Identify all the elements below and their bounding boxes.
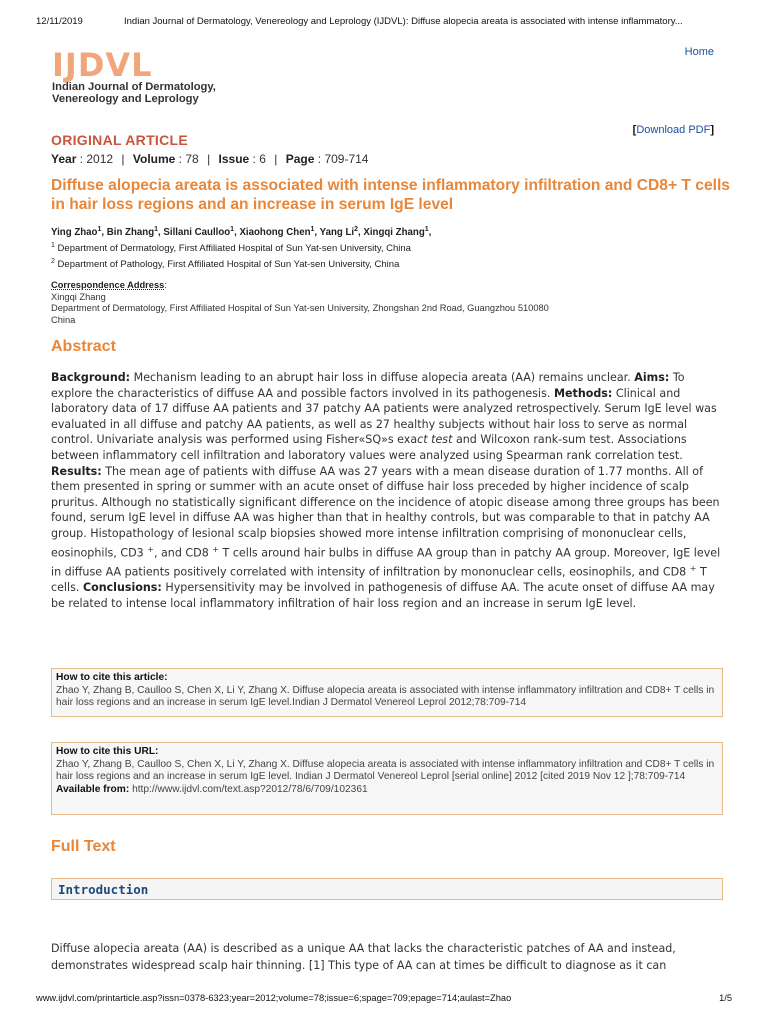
volume-label: Volume (132, 152, 176, 166)
cite-url-text: Zhao Y, Zhang B, Caulloo S, Chen X, Li Y, Zhang X. Diffuse alopecia areata is associated with intense inflammatory infiltration and CD8+ T cells in hair loss regions and an increase in serum IgE level. Indian J Dermatol Venereol Leprol [serial online] 2012 [cited 2019 Nov 12 ];78:709-714 (56, 758, 715, 782)
author-aff: 1 (97, 226, 102, 233)
affiliation-number: 2 (51, 258, 55, 265)
cite-url-label: How to cite this URL: (56, 746, 159, 757)
journal-logo[interactable] (52, 46, 262, 105)
correspondence-name: Xingqi Zhang (51, 291, 106, 302)
affiliation-number: 1 (51, 242, 55, 249)
article-meta: Year : 2012 | Volume : 78 | Issue : 6 | Page : 709-714 (51, 152, 369, 166)
download-pdf[interactable]: [Download PDF] (632, 124, 714, 136)
print-footer (36, 993, 732, 1003)
author-aff: 2 (354, 226, 358, 233)
methods-label: Methods: (553, 386, 613, 400)
article-type: ORIGINAL ARTICLE (51, 132, 189, 148)
article-title: Diffuse alopecia areata is associated with intense inflammatory infiltration and CD8+ T cells in hair loss regions and an increase in serum IgE level (51, 177, 730, 213)
methods-italic: ct test (417, 433, 453, 447)
article-url-link[interactable]: http://www.ijdvl.com/text.asp?2012/78/6/709/102361 (132, 783, 368, 795)
print-page-title: Indian Journal of Dermatology, Venereology and Leprology (IJDVL): Diffuse alopecia areata is associated with intense inflammatory... (124, 16, 683, 27)
background-label: Background: (51, 371, 131, 384)
author-aff: 1 (310, 226, 315, 233)
affiliation (51, 258, 399, 270)
background-text: Mechanism leading to an abrupt hair loss in diffuse alopecia areata (AA) remains unclear. (133, 371, 631, 384)
results-text: The mean age of patients with diffuse AA was 27 years with a mean disease duration of 1.77 months. All of them presented in spring or summer with an acute onset of diffuse hair loss preceded by higher incidence of scalp pruritus. Although no statistically significant difference on the incidence of atopic disease among three groups has been found, serum IgE level in diffuse AA was higher than that in healthy controls, but was comparable to that in patchy AA group. Histopathology of lesional scalp biopsies showed more intense infiltration comprising of mononuclear cells, eosinophils, CD3 (51, 464, 720, 560)
page-value: 709-714 (324, 152, 369, 166)
conclusions-text: Hypersensitivity may be involved in pathogenesis of diffuse AA. The acute onset of diffuse AA may be related to intense local inflammatory infiltration of hair loss region and an increase in serum IgE level. (51, 581, 715, 610)
issue-label: Issue (218, 152, 250, 166)
aims-label: Aims: (634, 371, 670, 384)
author-name[interactable]: Xingqi Zhang (363, 227, 425, 239)
affiliation (51, 242, 411, 254)
home-link[interactable]: Home (684, 46, 714, 58)
author-name[interactable]: Yang Li (319, 227, 355, 239)
logo-subtitle (52, 81, 262, 105)
correspondence-country: China (51, 314, 76, 325)
available-from-label: Available from: (56, 783, 130, 795)
logo-mark: IJDVL (52, 46, 153, 84)
results-text-2: , and CD8 (153, 546, 209, 560)
download-pdf-link[interactable]: Download PDF (636, 124, 711, 136)
affiliation-text: Department of Pathology, First Affiliated Hospital of Sun Yat-sen University, China (57, 259, 400, 271)
year-label: Year (51, 152, 77, 166)
page-label: Page (285, 152, 315, 166)
print-header (36, 16, 732, 27)
author-name[interactable]: Bin Zhang (106, 227, 155, 239)
results-label: Results: (51, 464, 102, 478)
author-aff: 1 (154, 226, 159, 233)
superscript-plus: + (212, 544, 219, 554)
volume-value: 78 (185, 152, 199, 166)
print-date: 12/11/2019 (36, 16, 83, 27)
author-list: Ying Zhao$^1$, Bin Zhang$^1$, Sillani Caulloo$^1$, Xiaohong Chen$^1$, Yang Li$^2$, Xingqi Zhang$^1$, (51, 226, 432, 239)
abstract-heading: Abstract (51, 338, 116, 355)
superscript-plus: + (689, 563, 697, 573)
correspondence-label: Correspondence Address (51, 280, 165, 290)
author-name[interactable]: Sillani Caulloo (163, 227, 231, 239)
abstract-body (51, 370, 723, 611)
logo-line-1: Indian Journal of Dermatology, (52, 81, 216, 93)
affiliation-text: Department of Dermatology, First Affiliated Hospital of Sun Yat-sen University, China (57, 243, 411, 255)
print-url: www.ijdvl.com/printarticle.asp?issn=0378-6323;year=2012;volume=78;issue=6;spage=709;epage=714;aulast=Zhao (36, 993, 512, 1003)
cite-article-label: How to cite this article: (56, 672, 168, 683)
author-name[interactable]: Ying Zhao (51, 227, 98, 239)
print-page-number: 1/5 (719, 993, 732, 1003)
author-name[interactable]: Xiaohong Chen (239, 227, 311, 239)
superscript-plus: + (147, 544, 154, 554)
results-text-4: T cells. (51, 565, 707, 595)
cite-article-text: Zhao Y, Zhang B, Caulloo S, Chen X, Li Y, Zhang X. Diffuse alopecia areata is associated with intense inflammatory infiltration and CD8+ T cells in hair loss regions and an increase in serum IgE level.Indian J Dermatol Venereol Leprol 2012;78:709-714 (56, 684, 715, 708)
correspondence-address: Department of Dermatology, First Affiliated Hospital of Sun Yat-sen University, Zhongshan 2nd Road, Guangzhou 510080 (51, 303, 549, 313)
author-aff: 1 (230, 226, 235, 233)
logo-line-2: Venereology and Leprology (52, 93, 199, 105)
issue-value: 6 (259, 152, 266, 166)
methods-text-2: and Wilcoxon rank-sum test. Associations between inflammatory cell infiltration and laboratory values were analyzed using Spearman rank correlation test. (51, 433, 687, 462)
introduction-text: Diffuse alopecia areata (AA) is described as a unique AA that lacks the characteristic patches of AA and instead, demonstrates widespread scalp hair thinning. [1] This type of AA can at times be difficult to diagnose as it can (51, 942, 676, 972)
cite-url-box (51, 742, 723, 815)
full-text-heading: Full Text (51, 838, 116, 855)
aims-text: To explore the characteristics of diffuse AA and possible factors involved in its pathogenesis. (51, 371, 685, 400)
correspondence: Correspondence Address: Xingqi Zhang Department of Dermatology, First Affiliated Hospital of Sun Yat-sen University, Zhongshan 2nd Road, Guangzhou 510080 China (51, 280, 549, 325)
conclusions-label: Conclusions: (82, 581, 162, 595)
author-aff: 1 (424, 226, 429, 233)
cite-article-box (51, 668, 723, 717)
methods-text: Clinical and laboratory data of 17 diffuse AA patients and 37 patchy AA patients were analyzed retrospectively. Serum IgE level was evaluated in all diffuse and patchy AA patients, as well as 27 healthy subjects without hair loss to serve as normal control. Univariate analysis was performed using Fisher«SQ»s exa (51, 386, 717, 447)
introduction-heading: Introduction (51, 878, 723, 900)
results-text-3: T cells around hair bulbs in diffuse AA group than in patchy AA group. Moreover, IgE level in diffuse AA patients positively correlated with intensity of infiltration by mononuclear cells, eosinophils, and CD8 (51, 546, 721, 579)
year-value: 2012 (86, 152, 114, 166)
